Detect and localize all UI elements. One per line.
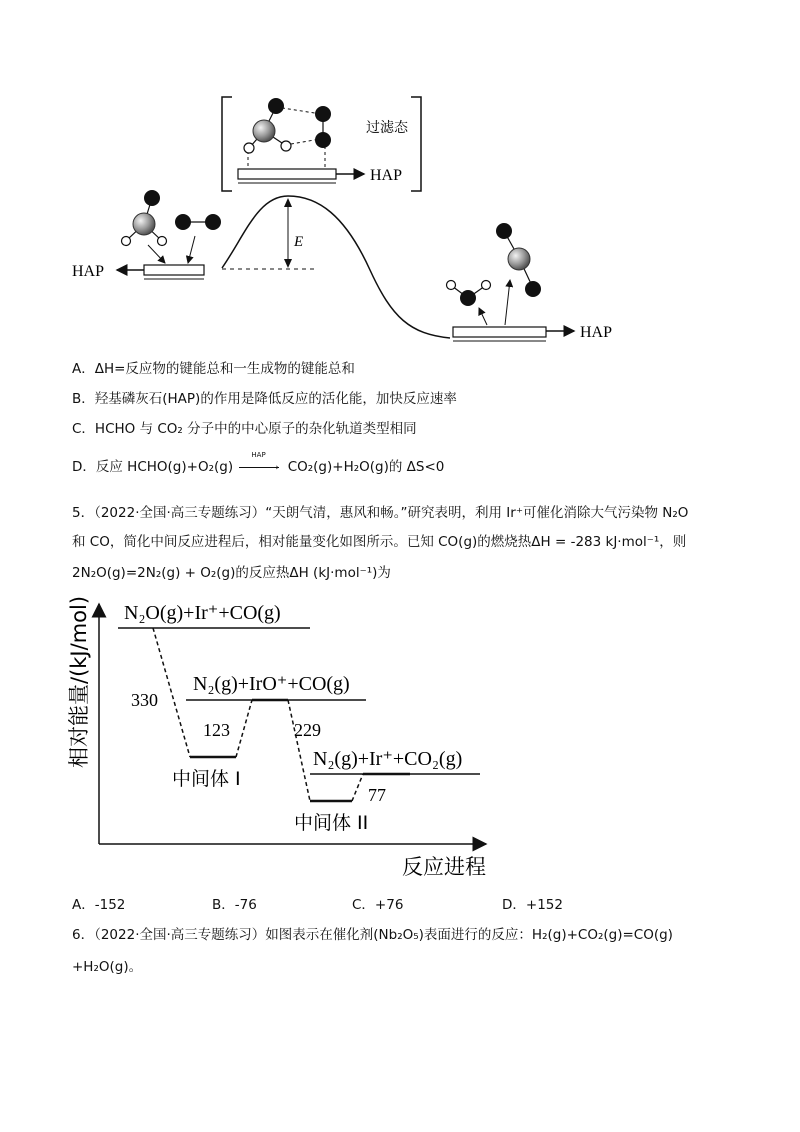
ts-molecule: [244, 98, 331, 168]
q5-options: [72, 893, 563, 913]
q5-line-3: 2N₂O(g)=2N₂(g) + O₂(g)的反应热ΔH (kJ·mol⁻¹)为: [72, 565, 391, 581]
q4-option-d-suffix: CO₂(g)+H₂O(g)的 ΔS<0: [287, 459, 445, 475]
reactant-molecules: [122, 190, 222, 263]
q4-option-d-arrow-label: HAP: [251, 451, 266, 459]
surface-top: [238, 169, 364, 183]
q5-option-b: B．-76: [212, 897, 257, 913]
level-reactants-label: N₂O(g)+Ir⁺+CO(g): [124, 602, 281, 624]
energy-curve: [222, 196, 450, 338]
intermediate-2-label: 中间体 II: [294, 812, 369, 834]
level-products-label: N₂(g)+Ir⁺+CO₂(g): [313, 748, 463, 770]
value-330: 330: [131, 690, 158, 710]
intermediate-1-label: 中间体 I: [172, 768, 241, 790]
q5-line-2: 和 CO，简化中间反应进程后，相对能量变化如图所示。已知 CO(g)的燃烧热ΔH = -283 kJ·mol⁻¹，则: [72, 534, 687, 550]
q6-line-2: +H₂O(g)。: [72, 959, 143, 975]
q5-option-d: D．+152: [502, 897, 563, 913]
reaction-path: [153, 628, 363, 801]
y-axis-label: 相对能量/(kJ/mol): [67, 595, 91, 768]
q4-option-a: A．ΔH=反应物的键能总和一生成物的键能总和: [72, 361, 355, 377]
x-axis-label: 反应进程: [402, 855, 486, 879]
q4-option-c: C．HCHO 与 CO₂ 分子中的中心原子的杂化轨道类型相同: [72, 421, 417, 437]
hap-label-right: HAP: [580, 324, 613, 341]
q5-option-a: A．-152: [72, 897, 126, 913]
value-77: 77: [368, 785, 386, 805]
q5-option-c: C．+76: [352, 897, 404, 913]
q6-line-1: 6．（2022·全国·高三专题练习）如图表示在催化剂(Nb₂O₅)表面进行的反应：H₂(g)+CO₂(g)=CO(g): [72, 927, 673, 943]
surface-right: [453, 327, 574, 341]
q4-option-d: [72, 451, 445, 475]
q4-option-d-arrow: HAP ›: [237, 460, 283, 474]
q4-option-d-prefix: D．反应 HCHO(g)+O₂(g): [72, 459, 234, 475]
value-123: 123: [203, 720, 230, 740]
hap-label-top: HAP: [370, 167, 403, 184]
surface-left: [117, 265, 204, 279]
transition-state-label: 过滤态: [366, 120, 408, 136]
activation-energy-label: E: [294, 234, 304, 250]
hap-label-left: HAP: [72, 263, 105, 280]
q5-line-1: 5．（2022·全国·高三专题练习）“天朗气清，惠风和畅。”研究表明，利用 Ir⁺可催化消除大气污染物 N₂O: [72, 505, 689, 521]
value-229: 229: [294, 720, 321, 740]
product-molecules: [447, 223, 542, 325]
hap-reaction-figure: [0, 0, 800, 360]
level-after-ts1-label: N₂(g)+IrO⁺+CO(g): [193, 673, 350, 695]
q4-option-b: B．羟基磷灰石(HAP)的作用是降低反应的活化能，加快反应速率: [72, 391, 457, 407]
